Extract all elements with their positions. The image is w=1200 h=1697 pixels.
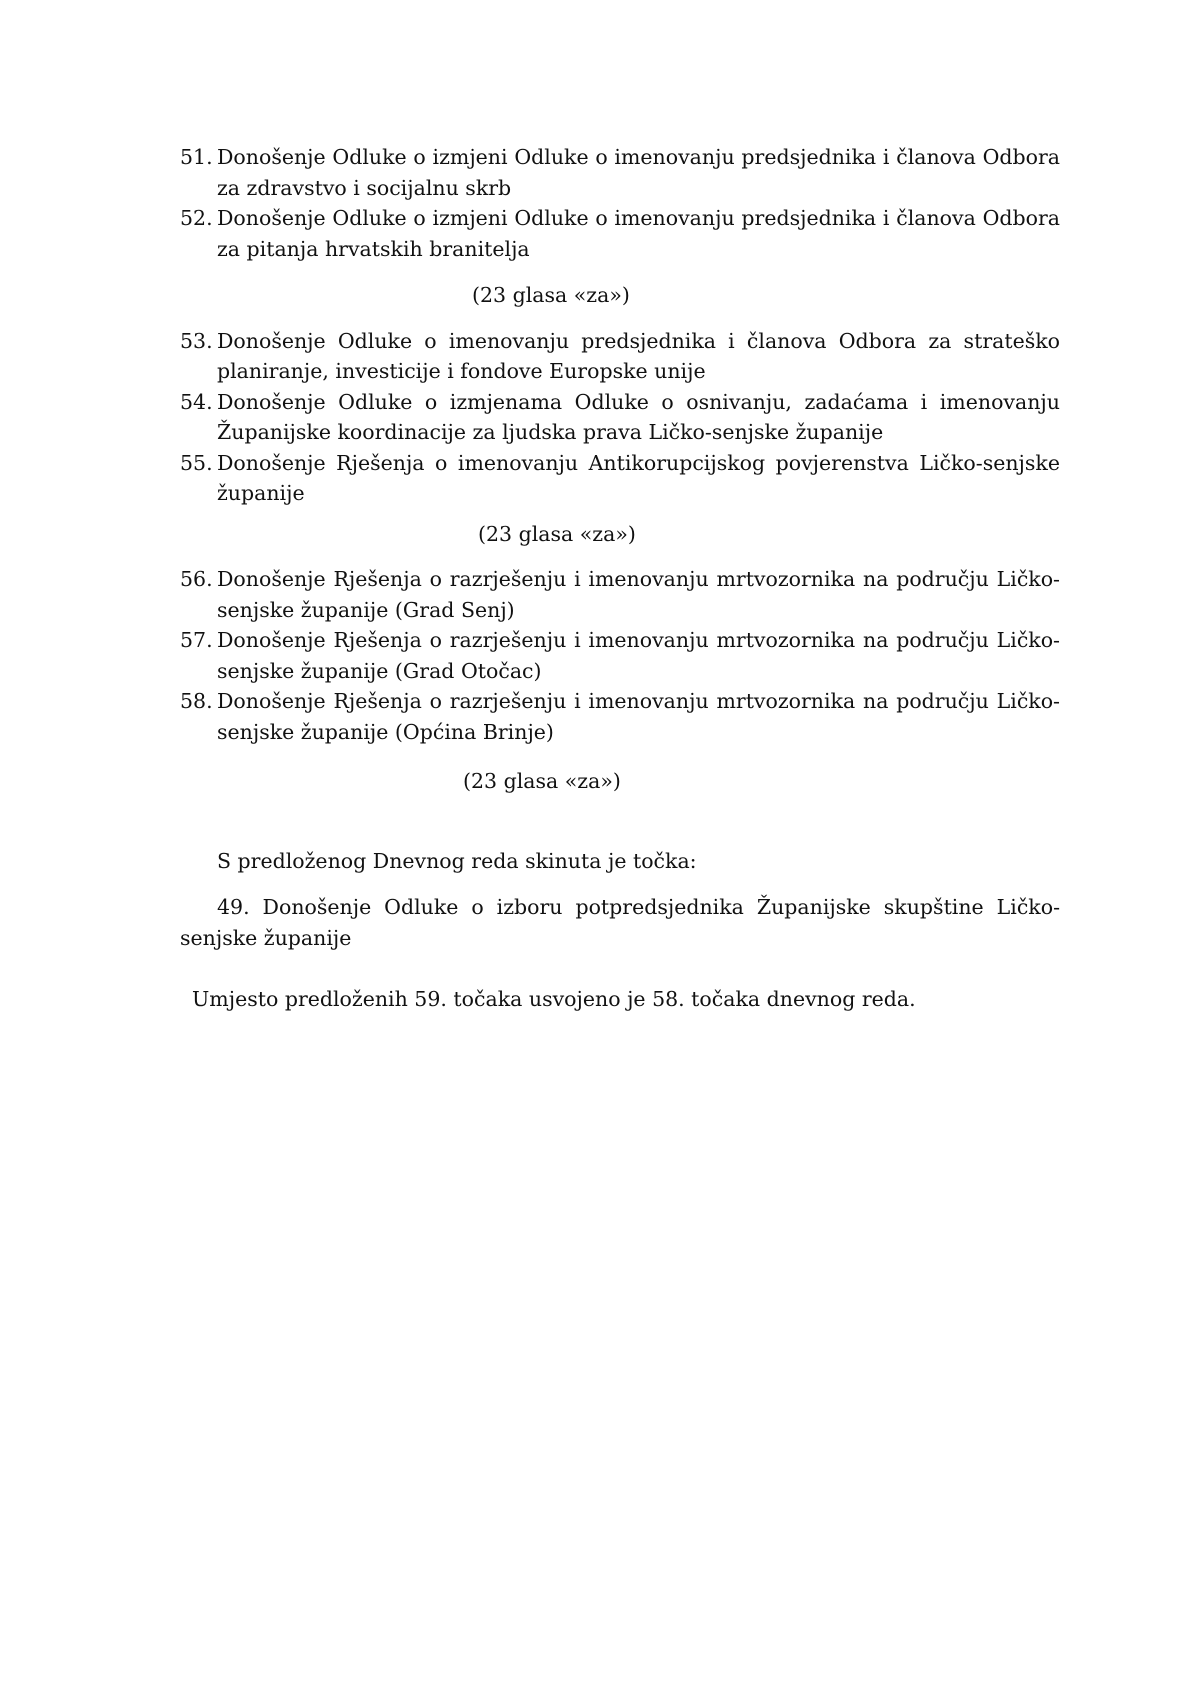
agenda-item-56 xyxy=(180,564,1060,625)
agenda-item-number: 58. xyxy=(180,689,213,713)
agenda-item-54 xyxy=(180,387,1060,448)
agenda-item-text: Donošenje Rješenja o imenovanju Antikorupcijskog povjerenstva Ličko-senjske županije xyxy=(217,450,1060,505)
agenda-item-55 xyxy=(180,448,1060,509)
agenda-item-text: Donošenje Rješenja o razrješenju i imenovanju mrtvozornika na području Ličko-senjske županije (Grad Senj) xyxy=(217,567,1060,622)
vote-result-3: (23 glasa «za») xyxy=(463,769,621,793)
vote-result-1: (23 glasa «za») xyxy=(472,283,630,307)
agenda-item-text: Donošenje Odluke o imenovanju predsjednika i članova Odbora za strateško planiranje, investicije i fondove Europske unije xyxy=(217,328,1060,383)
agenda-item-number: 55. xyxy=(180,450,213,475)
agenda-item-number: 56. xyxy=(180,567,213,591)
agenda-item-number: 54. xyxy=(180,389,213,414)
agenda-item-number: 51. xyxy=(180,145,213,169)
agenda-item-text: Donošenje Odluke o izmjenama Odluke o osnivanju, zadaćama i imenovanju Županijske koordinacije za ljudska prava Ličko-senjske županije xyxy=(217,389,1060,444)
agenda-item-number: 57. xyxy=(180,628,213,652)
agenda-item-text: Donošenje Odluke o izmjeni Odluke o imenovanju predsjednika i članova Odbora za zdravstvo i socijalnu skrb xyxy=(217,145,1060,200)
agenda-item-52 xyxy=(180,203,1060,264)
document-body xyxy=(180,142,1060,1015)
vote-result-2: (23 glasa «za») xyxy=(478,521,636,546)
removed-agenda-item: 49. Donošenje Odluke o izboru potpredsjednika Županijske skupštine Ličko-senjske županije xyxy=(180,895,1060,950)
agenda-item-text: Donošenje Rješenja o razrješenju i imenovanju mrtvozornika na području Ličko-senjske županije (Općina Brinje) xyxy=(217,689,1060,744)
agenda-summary: Umjesto predloženih 59. točaka usvojeno je 58. točaka dnevnog reda. xyxy=(192,987,916,1011)
agenda-item-text: Donošenje Odluke o izmjeni Odluke o imenovanju predsjednika i članova Odbora za pitanja hrvatskih branitelja xyxy=(217,206,1060,261)
agenda-item-51 xyxy=(180,142,1060,203)
removed-items-heading: S predloženog Dnevnog reda skinuta je točka: xyxy=(217,848,697,873)
agenda-item-text: Donošenje Rješenja o razrješenju i imenovanju mrtvozornika na području Ličko-senjske županije (Grad Otočac) xyxy=(217,628,1060,683)
agenda-item-number: 52. xyxy=(180,206,213,230)
agenda-item-58 xyxy=(180,686,1060,747)
agenda-item-57 xyxy=(180,625,1060,686)
agenda-item-53 xyxy=(180,326,1060,387)
agenda-item-number: 53. xyxy=(180,328,213,353)
